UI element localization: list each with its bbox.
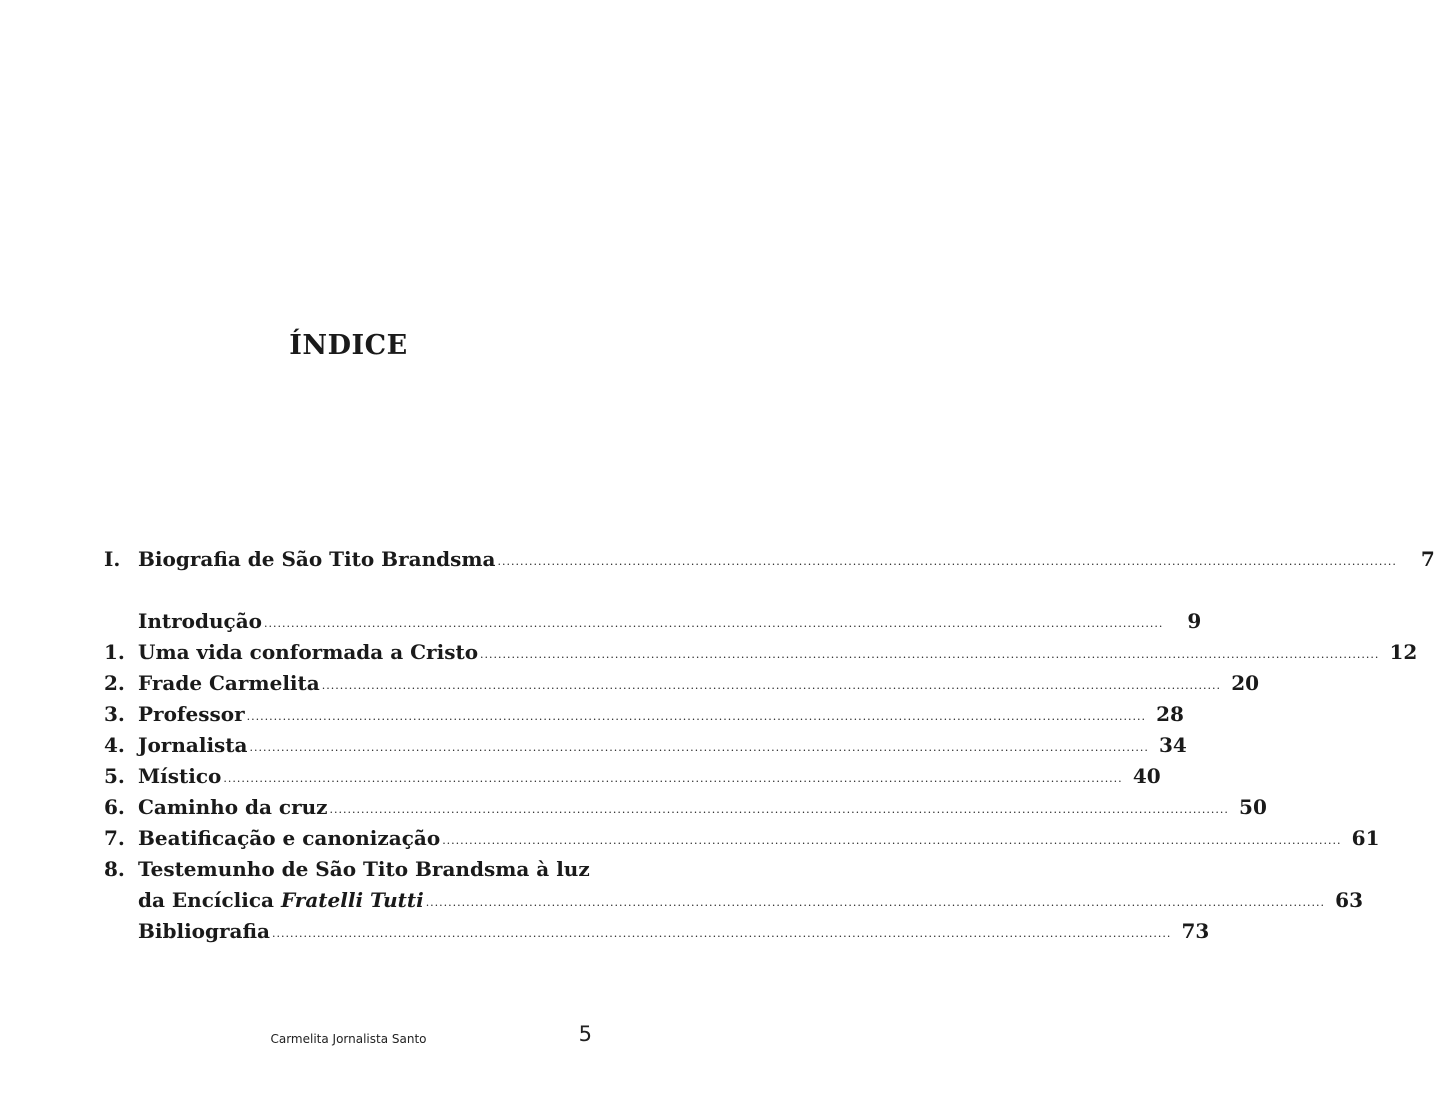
toc-entry[interactable] (104, 761, 1161, 792)
toc-entry-label: Jornalista (138, 733, 248, 757)
toc-entry-number: 6. (104, 795, 125, 819)
toc-entry-page: 40 (1132, 764, 1161, 788)
dot-leader (498, 546, 1397, 577)
toc-entry-page: 50 (1239, 795, 1267, 819)
dot-leader (442, 825, 1341, 856)
dot-leader (480, 639, 1379, 670)
toc-entry[interactable] (104, 606, 1202, 637)
dot-leader (223, 763, 1122, 794)
toc-entry[interactable] (104, 823, 1380, 854)
toc-entry[interactable] (104, 668, 1260, 699)
toc-entry-label: Testemunho de São Tito Brandsma à luz (138, 857, 590, 881)
toc-entry-label-italic: Fratelli Tutti (280, 888, 424, 912)
toc-entry-page: 28 (1156, 702, 1184, 726)
toc-entry-page: 61 (1351, 826, 1380, 850)
toc-entry-label: Professor (138, 702, 245, 726)
table-of-contents (104, 544, 1435, 947)
toc-entry-label-line2 (138, 885, 424, 916)
toc-entry[interactable] (104, 730, 1187, 761)
toc-entry[interactable] (104, 544, 1435, 575)
toc-entry-page: 63 (1335, 888, 1364, 912)
toc-entry-label: Introdução (138, 609, 263, 633)
dot-leader (330, 794, 1229, 825)
toc-entry-label: Uma vida conformada a Cristo (138, 640, 479, 664)
toc-entry-page: 73 (1181, 919, 1210, 943)
toc-entry-label: Bibliografia (138, 919, 271, 943)
page-number: 5 (578, 1022, 592, 1046)
toc-entry[interactable] (104, 854, 590, 885)
dot-leader (264, 608, 1163, 639)
running-footer-title: Carmelita Jornalista Santo (270, 1032, 427, 1046)
toc-entry-label: Beatificação e canonização (138, 826, 441, 850)
page-title: ÍNDICE (289, 330, 408, 361)
toc-entry[interactable] (104, 916, 1210, 947)
toc-entry-label: Místico (138, 764, 222, 788)
toc-entry-number: 3. (104, 702, 125, 726)
toc-entry[interactable] (104, 699, 1184, 730)
dot-leader (426, 887, 1325, 918)
toc-entry-number: 7. (104, 826, 125, 850)
toc-entry-label: Frade Carmelita (138, 671, 320, 695)
toc-entry-page: 34 (1158, 733, 1187, 757)
dot-leader (272, 918, 1171, 949)
toc-entry[interactable] (104, 637, 1418, 668)
toc-entry-number: 2. (104, 671, 125, 695)
toc-entry-page: 9 (1187, 609, 1202, 633)
toc-entry-number: 5. (104, 764, 125, 788)
toc-entry[interactable] (104, 792, 1267, 823)
toc-entry-label: Biografia de São Tito Brandsma (138, 547, 496, 571)
toc-entry-label-line2-text: da Encíclica (138, 888, 281, 912)
toc-entry-page: 7 (1420, 547, 1435, 571)
toc-entry-page: 20 (1231, 671, 1260, 695)
toc-entry-number: I. (104, 547, 121, 571)
dot-leader (250, 732, 1149, 763)
toc-entry-number: 8. (104, 857, 125, 881)
toc-entry-continuation[interactable] (104, 885, 1364, 916)
dot-leader (322, 670, 1221, 701)
toc-entry-page: 12 (1389, 640, 1418, 664)
toc-entry-label: Caminho da cruz (138, 795, 328, 819)
toc-entry-number: 1. (104, 640, 125, 664)
dot-leader (247, 701, 1146, 732)
toc-entry-number: 4. (104, 733, 125, 757)
